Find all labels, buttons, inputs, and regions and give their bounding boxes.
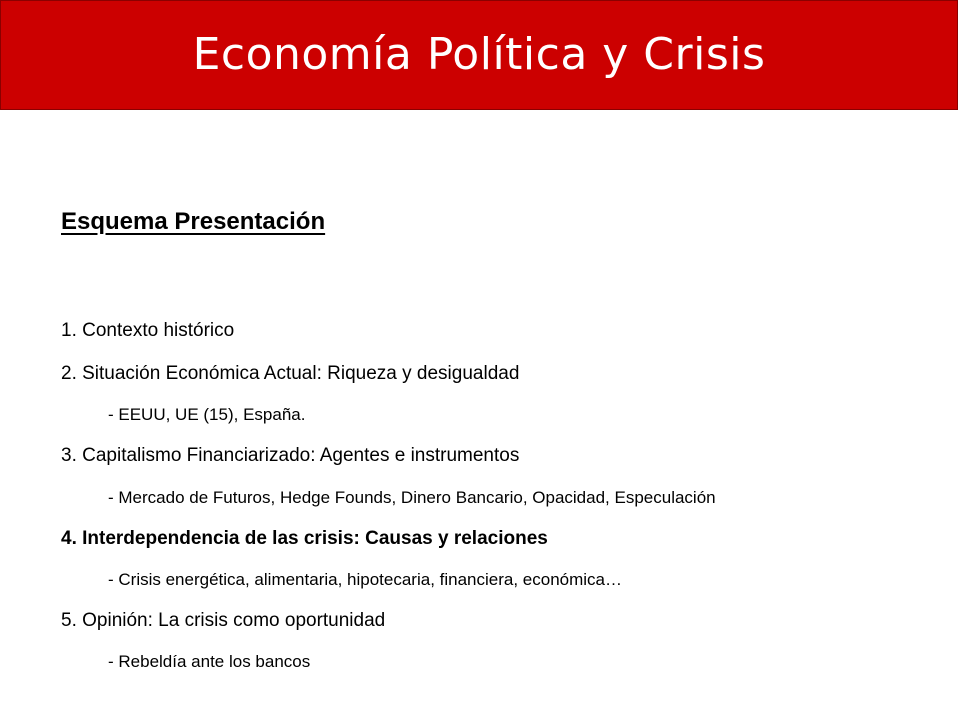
outline-subitem-3: - Mercado de Futuros, Hedge Founds, Dinero Bancario, Opacidad, Especulación xyxy=(108,488,716,507)
outline-item-3: 3. Capitalismo Financiarizado: Agentes e instrumentos xyxy=(61,445,520,466)
outline-item-1: 1. Contexto histórico xyxy=(61,320,235,341)
title-bar xyxy=(0,0,958,110)
outline-subitem-2: - EEUU, UE (15), España. xyxy=(108,405,306,424)
slide-title: Economía Política y Crisis xyxy=(192,28,766,80)
outline-item-2: 2. Situación Económica Actual: Riqueza y desigualdad xyxy=(61,363,520,384)
outline-subitem-5: - Rebeldía ante los bancos xyxy=(108,652,311,671)
outline-item-4-highlighted: 4. Interdependencia de las crisis: Causas y relaciones xyxy=(61,528,548,549)
section-heading: Esquema Presentación xyxy=(61,208,326,235)
outline-item-5: 5. Opinión: La crisis como oportunidad xyxy=(61,610,386,631)
outline-subitem-4: - Crisis energética, alimentaria, hipotecaria, financiera, económica… xyxy=(108,570,623,589)
